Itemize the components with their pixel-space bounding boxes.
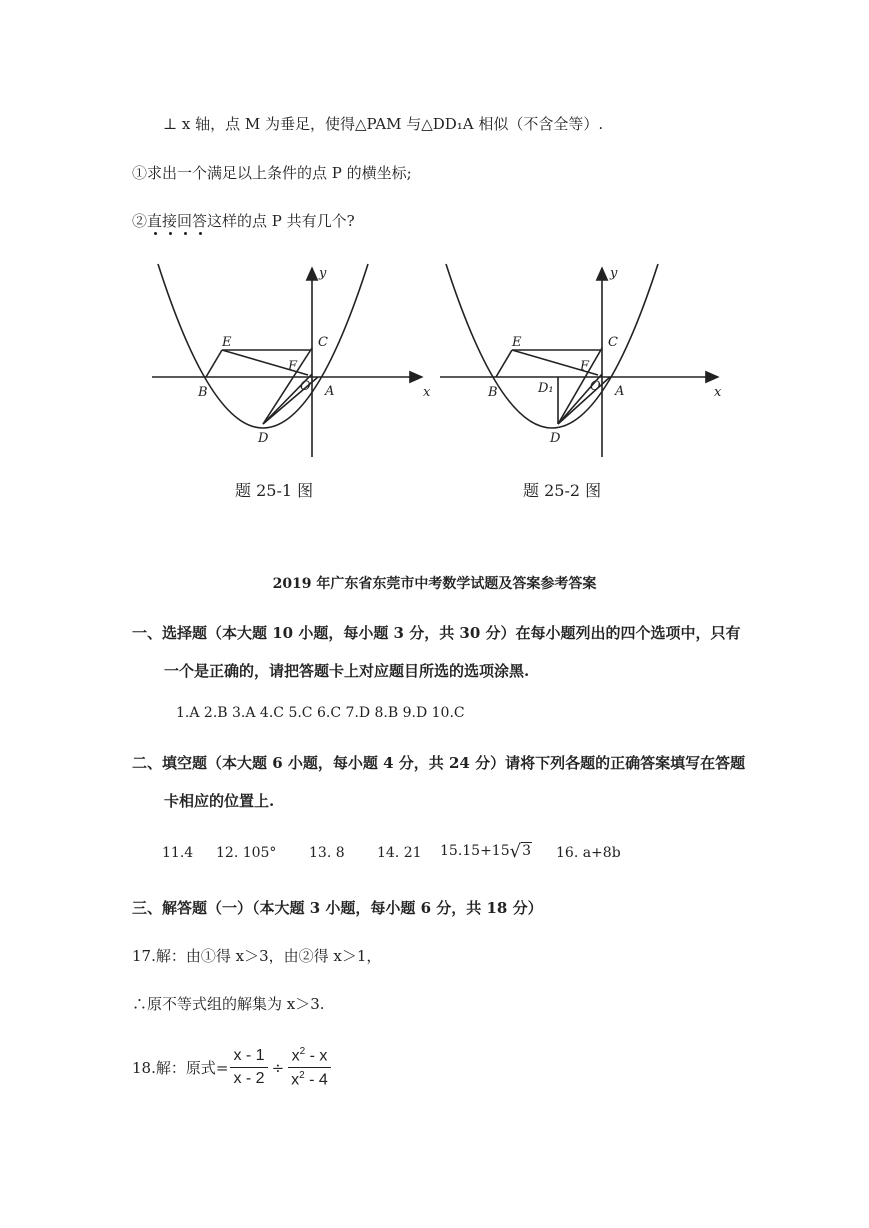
label-E: E bbox=[512, 335, 522, 350]
label-y: y bbox=[319, 266, 327, 281]
fraction-2-denominator: $x^2 - 4$ bbox=[291, 1070, 328, 1089]
fraction-1-numerator: x - 1 bbox=[230, 1047, 267, 1068]
question-2: ②直接回答这样的点 P 共有几个? bbox=[132, 212, 355, 230]
label-x: x bbox=[714, 385, 722, 400]
section1-heading-line1: 一、选择题（本大题 10 小题，每小题 3 分，共 30 分）在每小题列出的四个选项中，只有 bbox=[132, 624, 741, 642]
emphasis-dots bbox=[148, 232, 208, 238]
section1-heading-line2: 一个是正确的，请把答题卡上对应题目所选的选项涂黑. bbox=[164, 662, 530, 680]
answer-11: 11.4 bbox=[162, 845, 194, 861]
fraction-2 bbox=[288, 1046, 331, 1090]
fraction-1-denominator: x - 2 bbox=[233, 1070, 265, 1088]
solution-18 bbox=[132, 1046, 333, 1090]
section2-heading-line1: 二、填空题（本大题 6 小题，每小题 4 分，共 24 分）请将下列各题的正确答案填写在答题 bbox=[132, 754, 746, 772]
sqrt-symbol: √3 bbox=[509, 841, 532, 862]
label-D: D bbox=[550, 431, 561, 446]
label-O: O bbox=[300, 379, 311, 394]
label-C: C bbox=[318, 335, 328, 350]
label-B: B bbox=[488, 385, 498, 400]
figure-25-2-caption: 题 25-2 图 bbox=[523, 481, 602, 500]
figure-25-1 bbox=[150, 262, 432, 462]
section2-heading-line2: 卡相应的位置上. bbox=[164, 792, 275, 810]
answer-15-prefix: 15.15+15 bbox=[440, 843, 510, 859]
section1-answers: 1.A 2.B 3.A 4.C 5.C 6.C 7.D 8.B 9.D 10.C bbox=[176, 705, 465, 721]
figure-25-2 bbox=[438, 262, 728, 462]
answer-15-radicand: 3 bbox=[522, 843, 532, 859]
condition-line: ⊥ x 轴，点 M 为垂足，使得△PAM 与△DD₁A 相似（不含全等）. bbox=[163, 115, 604, 133]
label-D1: D₁ bbox=[538, 381, 554, 396]
label-A: A bbox=[325, 384, 335, 399]
answer-13: 13. 8 bbox=[309, 845, 345, 861]
parabola bbox=[158, 264, 368, 428]
label-C: C bbox=[608, 335, 618, 350]
label-O: O bbox=[590, 379, 601, 394]
answers-title: 2019 年广东省东莞市中考数学试题及答案参考答案 bbox=[272, 576, 597, 592]
question-1: ①求出一个满足以上条件的点 P 的横坐标; bbox=[132, 164, 412, 182]
answer-16: 16. a+8b bbox=[556, 845, 621, 861]
fraction-2-numerator: $x^2$ - x bbox=[288, 1046, 331, 1068]
division-sign: ÷ bbox=[271, 1058, 285, 1077]
fraction-1 bbox=[230, 1047, 267, 1088]
parabola bbox=[446, 264, 658, 428]
label-A: A bbox=[615, 384, 625, 399]
section3-heading: 三、解答题（一）（本大题 3 小题，每小题 6 分，共 18 分） bbox=[132, 899, 543, 917]
solution-17-line1: 17.解：由①得 x＞3，由②得 x＞1， bbox=[132, 947, 382, 965]
answer-12: 12. 105° bbox=[216, 845, 277, 861]
label-E: E bbox=[222, 335, 232, 350]
answer-14: 14. 21 bbox=[377, 845, 422, 861]
label-y: y bbox=[610, 266, 618, 281]
figure-25-1-caption: 题 25-1 图 bbox=[235, 481, 314, 500]
label-x: x bbox=[423, 385, 431, 400]
solution-18-prefix: 18.解：原式= bbox=[132, 1059, 229, 1078]
solution-17-line2: ∴原不等式组的解集为 x＞3. bbox=[132, 995, 325, 1013]
label-B: B bbox=[198, 385, 208, 400]
label-D: D bbox=[258, 431, 269, 446]
label-F: F bbox=[580, 359, 590, 374]
answer-15 bbox=[440, 841, 532, 862]
label-F: F bbox=[288, 359, 298, 374]
